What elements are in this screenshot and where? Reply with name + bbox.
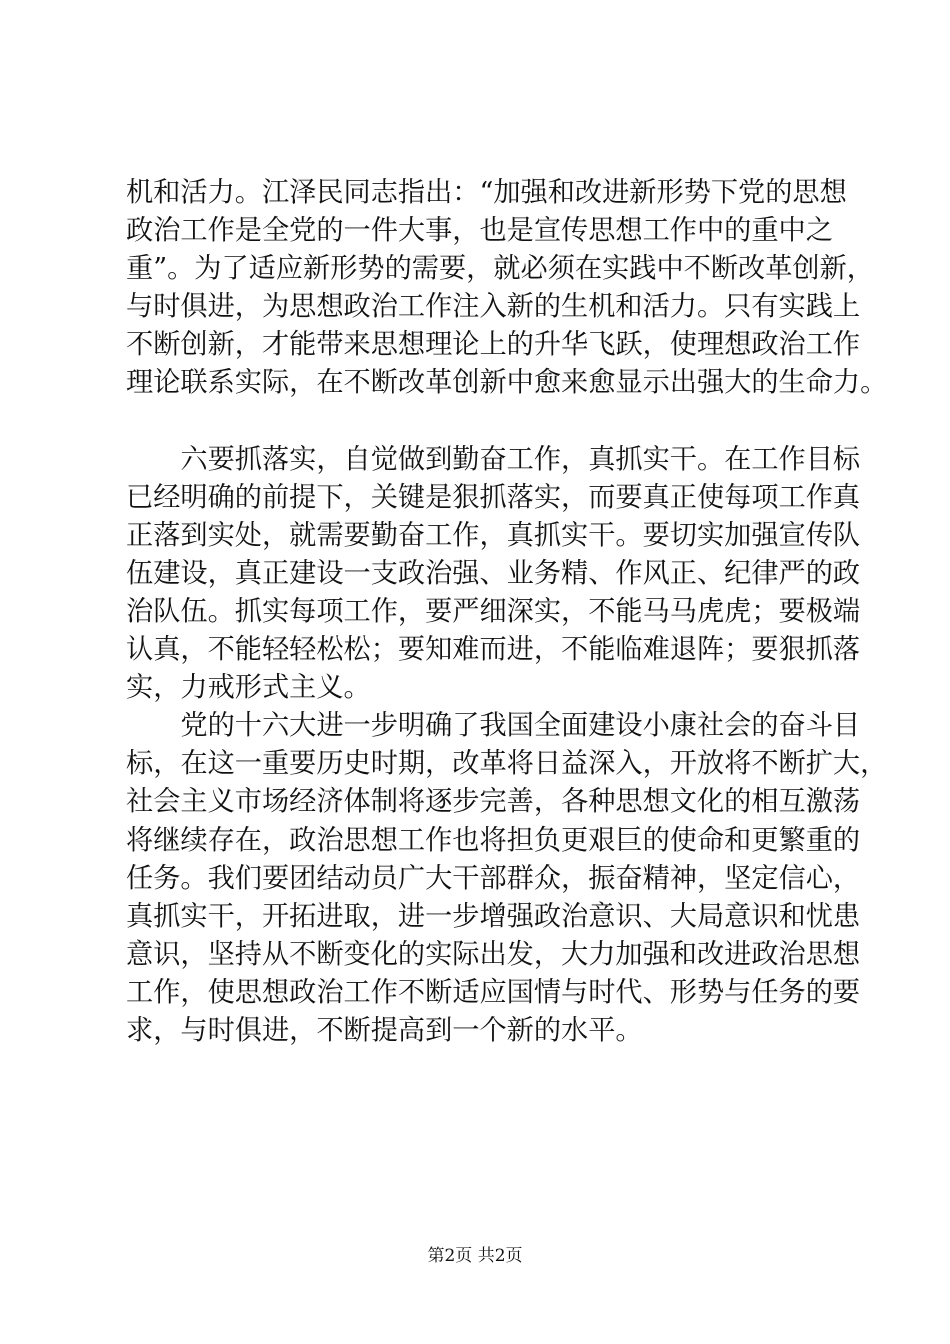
text-line: 意识，坚持从不断变化的实际出发，大力加强和改进政治思想: [126, 938, 861, 970]
paragraph-spacer: [126, 403, 848, 441]
text-line: 党的十六大进一步明确了我国全面建设小康社会的奋斗目: [126, 710, 861, 742]
text-line: 工作，使思想政治工作不断适应国情与时代、形势与任务的要: [126, 976, 861, 1008]
paragraph-1: [126, 174, 888, 403]
text-line: 政治工作是全党的一件大事，也是宣传思想工作中的重中之: [126, 215, 833, 247]
text-line: 重”。为了适应新形势的需要，就必须在实践中不断改革创新，: [126, 253, 874, 285]
text-line: 伍建设，真正建设一支政治强、业务精、作风正、纪律严的政: [126, 557, 861, 589]
text-line: 标，在这一重要历史时期，改革将日益深入，开放将不断扩大，: [126, 748, 888, 780]
text-line: 理论联系实际，在不断改革创新中愈来愈显示出强大的生命力。: [126, 367, 888, 399]
page-number-footer: 第2页 共2页: [427, 1246, 523, 1266]
text-line: 求，与时俱进，不断提高到一个新的水平。: [126, 1014, 643, 1046]
text-line: 将继续存在，政治思想工作也将担负更艰巨的使命和更繁重的: [126, 824, 861, 856]
text-line: 正落到实处，就需要勤奋工作，真抓实干。要切实加强宣传队: [126, 519, 861, 551]
text-line: 真抓实干，开拓进取，进一步增强政治意识、大局意识和忧患: [126, 900, 861, 932]
paragraph-2: [126, 441, 861, 708]
text-line: 不断创新，才能带来思想理论上的升华飞跃，使理想政治工作: [126, 329, 861, 361]
document-body: [126, 174, 888, 1050]
text-line: 与时俱进，为思想政治工作注入新的生机和活力。只有实践上: [126, 291, 861, 323]
text-line: 认真，不能轻轻松松；要知难而进，不能临难退阵；要狠抓落: [126, 634, 861, 666]
text-line: 治队伍。抓实每项工作，要严细深实，不能马马虎虎；要极端: [126, 595, 861, 627]
text-line: 六要抓落实，自觉做到勤奋工作，真抓实干。在工作目标: [126, 443, 861, 475]
text-line: 实，力戒形式主义。: [126, 672, 371, 704]
text-line: 已经明确的前提下，关键是狠抓落实，而要真正使每项工作真: [126, 481, 861, 513]
paragraph-3: [126, 707, 888, 1050]
text-line: 任务。我们要团结动员广大干部群众，振奋精神，坚定信心，: [126, 862, 861, 894]
text-line: 社会主义市场经济体制将逐步完善，各种思想文化的相互激荡: [126, 786, 861, 818]
text-line: 机和活力。江泽民同志指出：“加强和改进新形势下党的思想: [126, 177, 847, 208]
